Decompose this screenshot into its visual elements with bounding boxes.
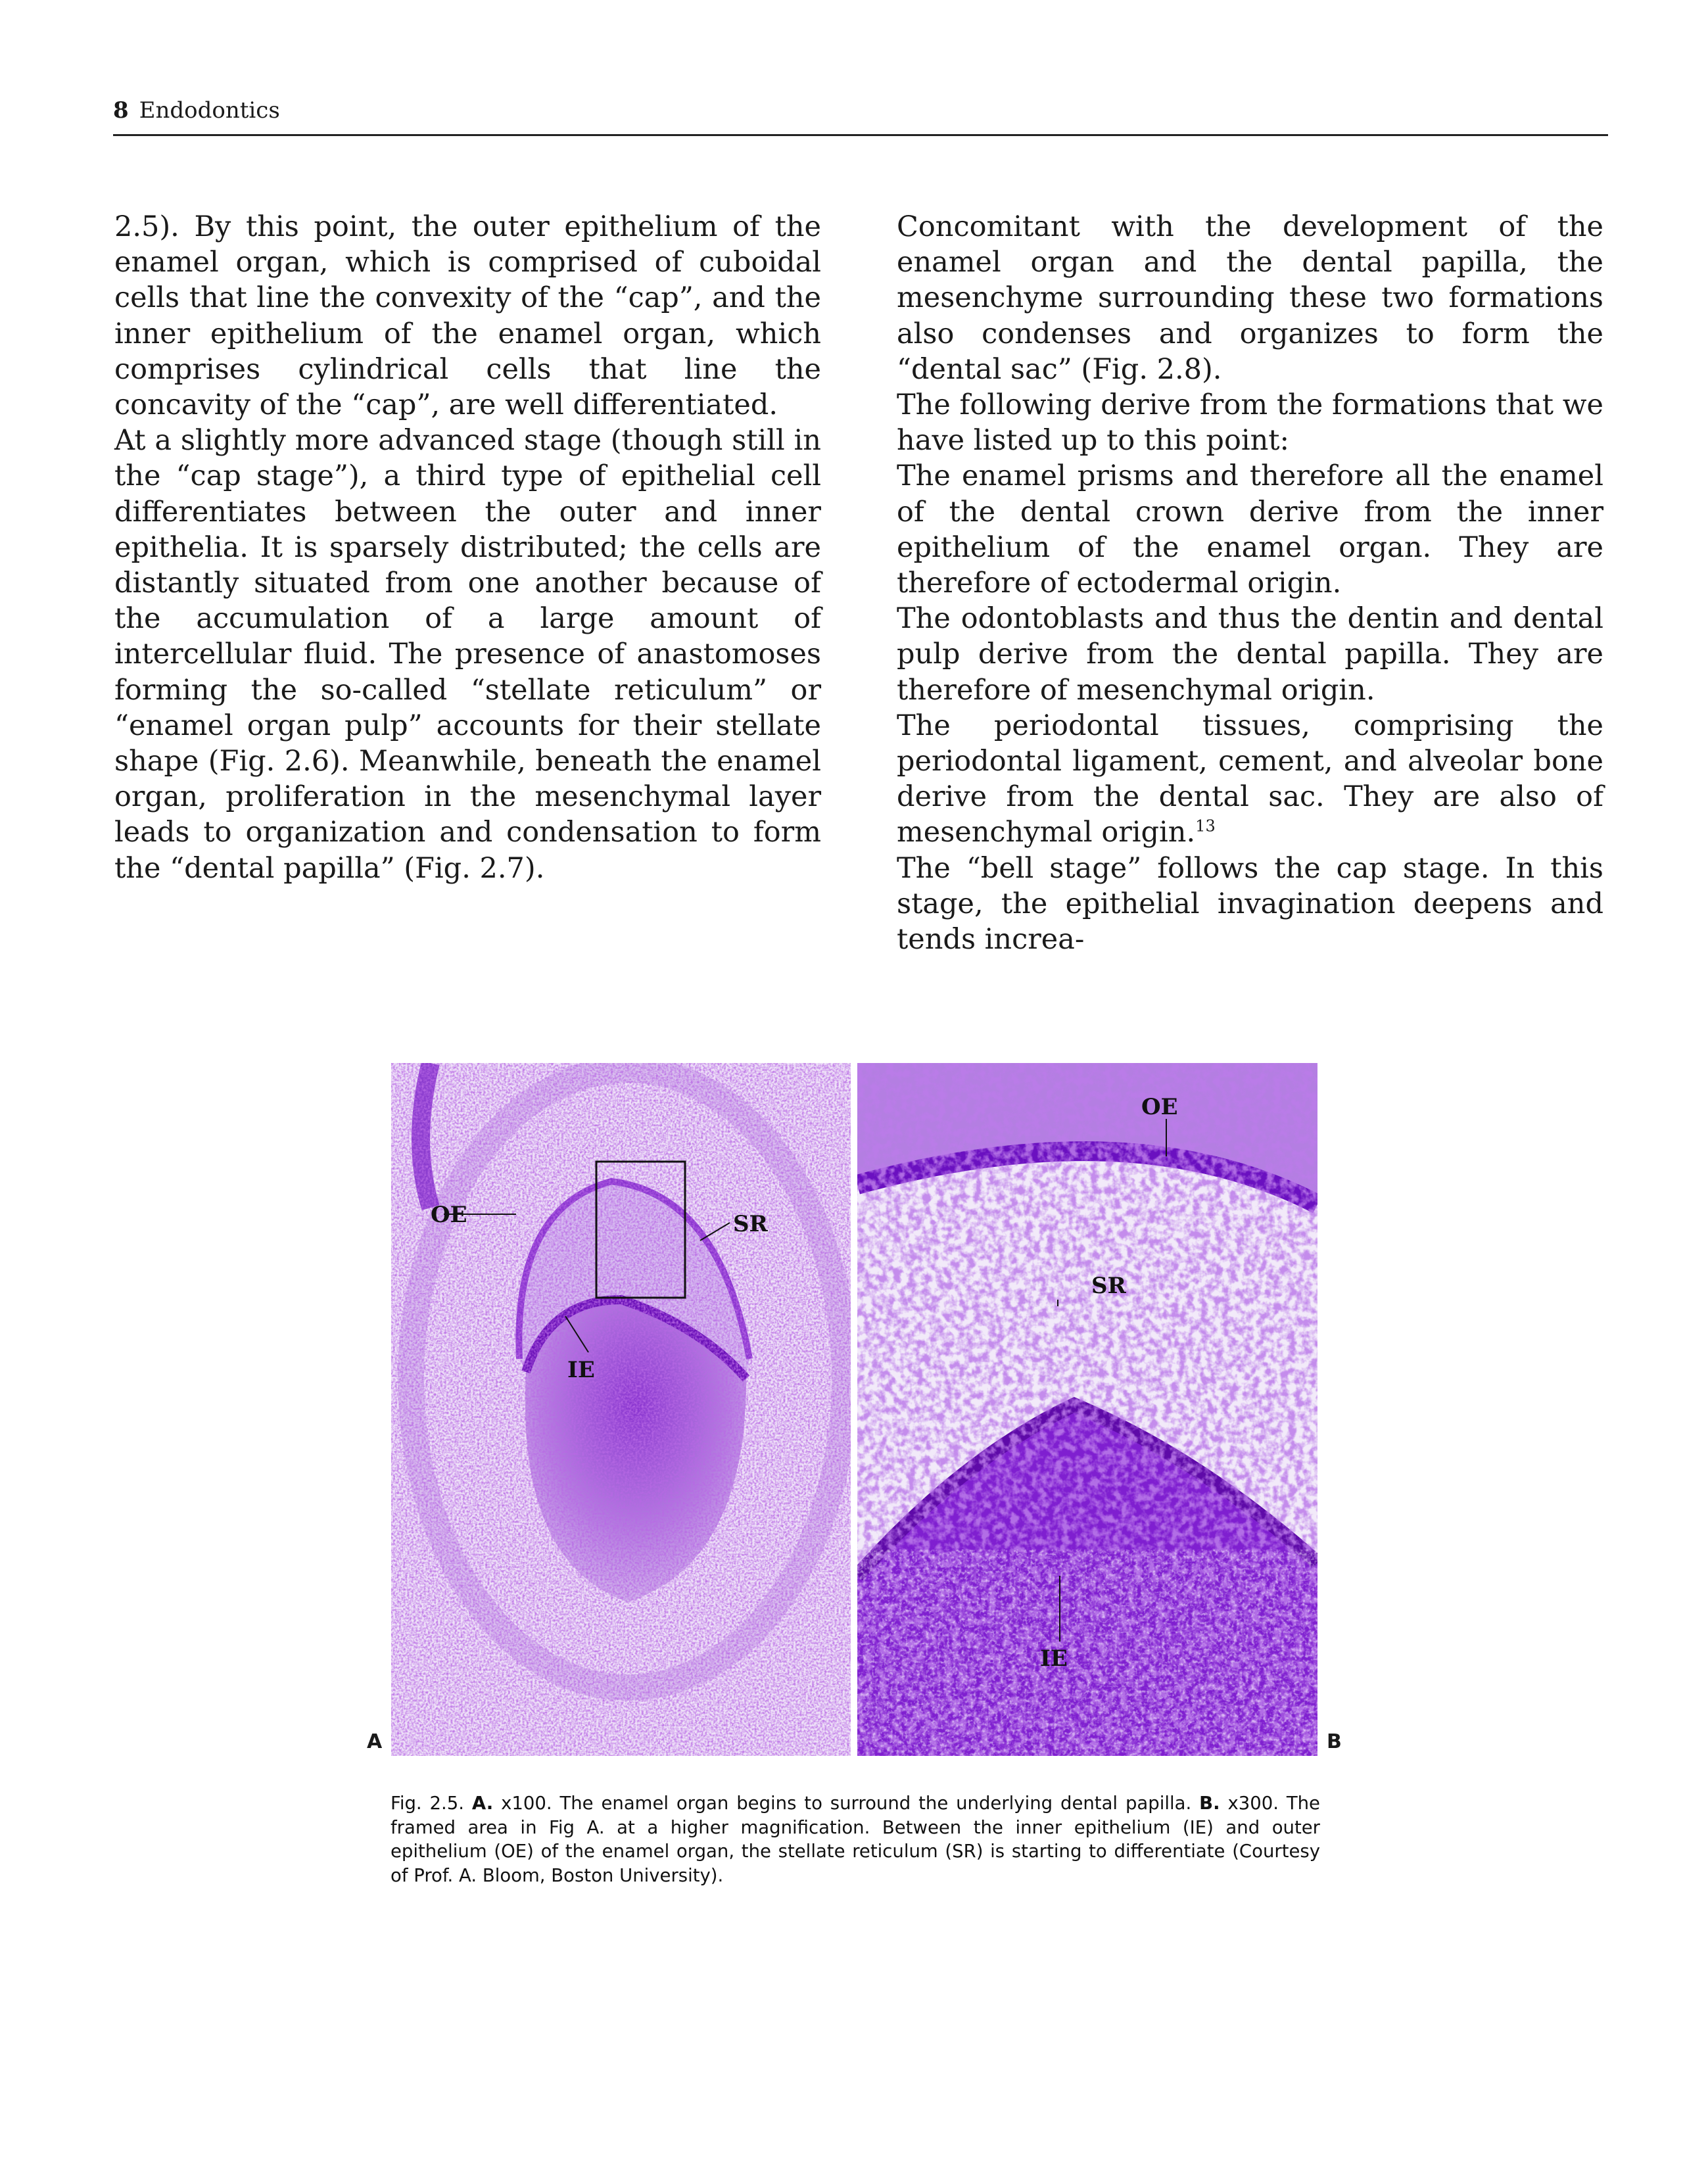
paragraph (897, 708, 1603, 851)
caption-key-a: A. (471, 1793, 494, 1814)
paragraph: The odontoblasts and thus the dentin and dental pulp derive from the dental papilla. They are therefore of mesenchymal origin. (897, 602, 1603, 707)
micrograph-a-image (391, 1063, 851, 1756)
label-sr: SR (1091, 1273, 1126, 1299)
micrograph-panel-b (857, 1063, 1317, 1756)
paragraph: The following derive from the formations that we have listed up to this point: (897, 389, 1603, 458)
header-rule (113, 134, 1608, 136)
caption-key-b: B. (1199, 1793, 1220, 1814)
reference-superscript: 13 (1195, 817, 1216, 836)
paragraph: At a slightly more advanced stage (though still in the “cap stage”), a third type of epithelial cell differentiates between the outer and inner epithelia. It is sparsely distributed; the cells are distantly situated from one another because of the accumulation of a large amount of intercellular fluid. The presence of anastomoses forming the so-called “stellate reticulum” or “enamel organ pulp” accounts for their stellate shape (Fig. 2.6). Meanwhile, beneath the enamel organ, proliferation in the mesenchymal layer leads to organization and condensation to form the “dental papilla” (Fig. 2.7). (114, 424, 821, 885)
left-column (114, 209, 821, 886)
paragraph: Concomitant with the development of the enamel organ and the dental papilla, the mesenchyme surrounding these two formations also condenses and organizes to form the “dental sac” (Fig. 2.8). (897, 210, 1603, 386)
paragraph: 2.5). By this point, the outer epithelium of the enamel organ, which is comprised of cuboidal cells that line the convexity of the “cap”, and the inner epithelium of the enamel organ, which comprises cylindrical cells that line the concavity of the “cap”, are well differentiated. (114, 210, 821, 422)
caption-fig-number: Fig. 2.5. (391, 1793, 465, 1814)
running-title: Endodontics (139, 97, 280, 124)
caption-text-a: x100. The enamel organ begins to surround the underlying dental papilla. (501, 1793, 1192, 1814)
label-ie: IE (1040, 1645, 1068, 1672)
running-header (113, 97, 280, 124)
label-oe: OE (1141, 1094, 1178, 1120)
figure-caption (391, 1791, 1320, 1887)
paragraph: The enamel prisms and therefore all the enamel of the dental crown derive from the inner epithelium of the enamel organ. They are therefore of ectodermal origin. (897, 460, 1603, 600)
caption-text-b: x300. The framed area in Fig A. at a higher magnification. Between the inner epithelium (IE) and outer epithelium (OE) of the enamel organ, the stellate reticulum (SR) is starting to differentiate (Courtesy of Prof. A. Bloom, Boston University). (391, 1793, 1320, 1886)
micrograph-panel-a (391, 1063, 851, 1756)
label-ie: IE (567, 1357, 595, 1383)
label-sr: SR (733, 1211, 768, 1237)
panel-label-a: A (367, 1730, 383, 1753)
right-column (897, 209, 1603, 957)
paragraph-text: The periodontal tissues, comprising the periodontal ligament, cement, and alveolar bone derive from the dental sac. They are also of mesenchymal origin. (897, 709, 1603, 849)
panel-label-b: B (1327, 1730, 1342, 1753)
page-number: 8 (113, 97, 129, 124)
micrograph-b-image (857, 1063, 1317, 1756)
label-oe: OE (431, 1202, 467, 1228)
paragraph: The “bell stage” follows the cap stage. In this stage, the epithelial invagination deepens and tends increa- (897, 851, 1603, 957)
